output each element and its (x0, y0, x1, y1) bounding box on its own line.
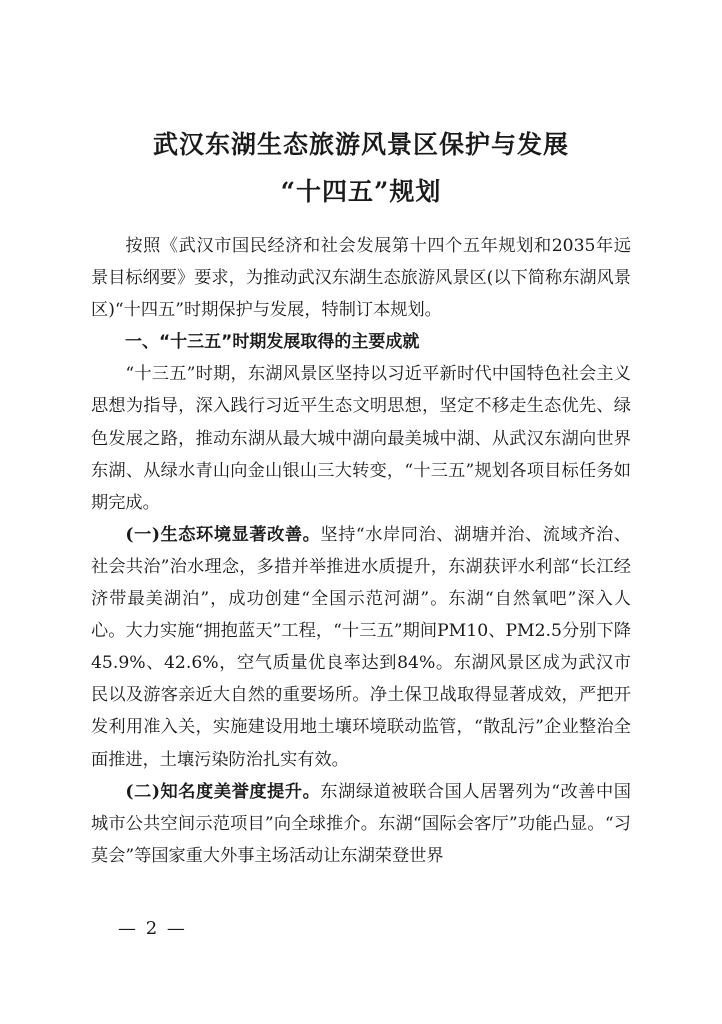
item-paragraph-1 (91, 519, 631, 776)
item-title-2: (二)知名度美誉度提升。 (125, 781, 321, 802)
intro-paragraph: 按照《武汉市国民经济和社会发展第十四个五年规划和2035年远景目标纲要》要求，为推动武汉东湖生态旅游风景区(以下简称东湖风景区)“十四五”时期保护与发展，特制订本规划。 (91, 236, 631, 321)
section-heading: 一、“十三五”时期发展取得的主要成就 (125, 332, 420, 353)
item-body-2: 东湖绿道被联合国人居署列为“改善中国城市公共空间示范项目”向全球推介。东湖“国际会客厅”功能凸显。“习莫会”等国家重大外事主场活动让东湖荣登世界 (91, 781, 631, 866)
item-title-1: (一)生态环境显著改善。 (125, 524, 321, 545)
item-body-1: 坚持“水岸同治、湖塘并治、流域齐治、社会共治”治水理念，多措并举推进水质提升，东湖获评水利部“长江经济带最美湖泊”，成功创建“全国示范河湖”。东湖“自然氧吧”深入人心。大力实施“拥抱蓝天”工程，“十三五”期间PM10、PM2.5分别下降45.9%、42.6%，空气质量优良率达到84%。东湖风景区成为武汉市民以及游客亲近大自然的重要场所。净土保卫战取得显著成效，严把开发利用准入关，实施建设用地土壤环境联动监管，“散乱污”企业整治全面推进，土壤污染防治扎实有效。 (91, 524, 631, 770)
document-title-line-1: 武汉东湖生态旅游风景区保护与发展 (152, 130, 569, 159)
section-paragraph: “十三五”时期，东湖风景区坚持以习近平新时代中国特色社会主义思想为指导，深入践行习近平生态文明思想，坚定不移走生态优先、绿色发展之路，推动东湖从最大城中湖向最美城中湖、从武汉东湖向世界东湖、从绿水青山向金山银山三大转变，“十三五”规划各项目标任务如期完成。 (91, 364, 631, 513)
document-title-line-2: “十四五”规划 (280, 177, 442, 206)
document-body (91, 230, 631, 872)
item-paragraph-2 (91, 776, 631, 872)
page-number: — 2 — (118, 918, 187, 939)
